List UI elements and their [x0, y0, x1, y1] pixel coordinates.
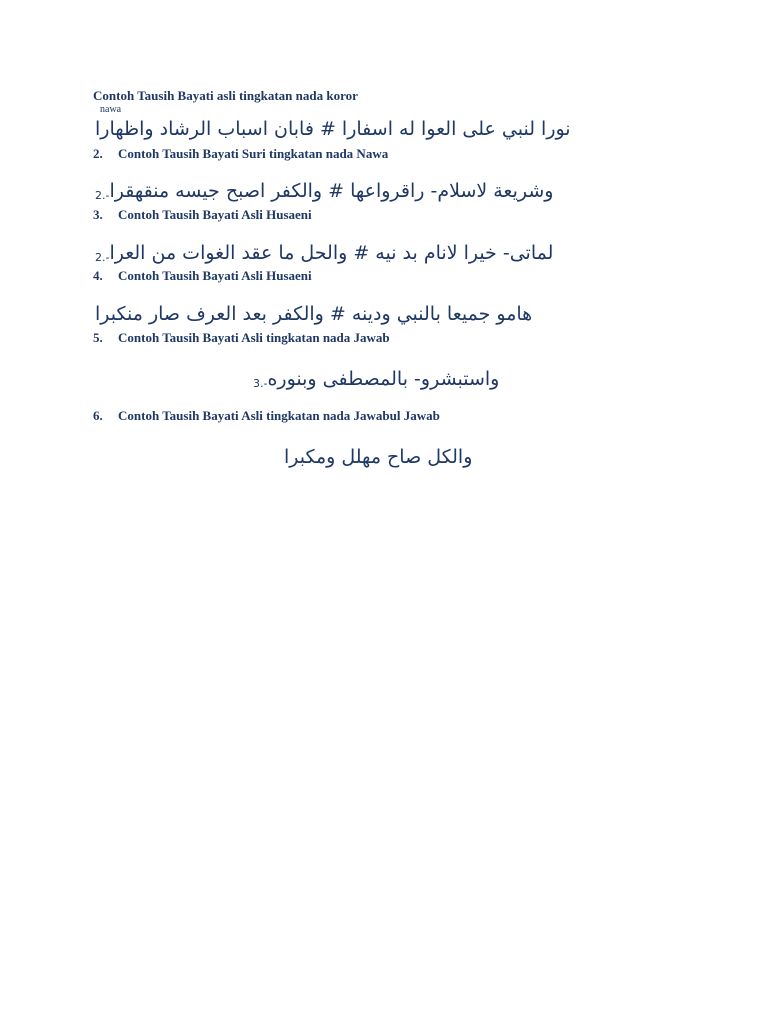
heading-6: [93, 408, 440, 424]
heading-4-text: Contoh Tausih Bayati Asli Husaeni: [118, 268, 312, 283]
arabic-verse-5: [253, 366, 499, 397]
heading-3-number: 3.: [93, 207, 103, 222]
heading-2-text: Contoh Tausih Bayati Suri tingkatan nada Nawa: [118, 146, 389, 161]
arabic-verse-3-text: لماتى- خيرا لانام بد نيه # والحل ما عقد الغوات من العرا: [109, 242, 554, 264]
arabic-verse-5-text: واستبشرو- بالمصطفى وبنوره: [267, 368, 500, 390]
arabic-verse-2: [95, 178, 553, 209]
verse-3-marker: 2.-: [95, 251, 110, 264]
heading-2: [93, 146, 388, 162]
arabic-verse-3: [95, 240, 553, 271]
arabic-verse-1-text: نورا لنبي على العوا له اسفارا # فابان اسباب الرشاد واظهارا: [95, 118, 571, 140]
heading-1-text: Contoh Tausih Bayati asli tingkatan nada koror: [93, 88, 358, 103]
heading-4-number: 4.: [93, 268, 103, 283]
heading-4: [93, 268, 312, 284]
verse-5-marker: 3.-: [253, 377, 268, 390]
heading-6-number: 6.: [93, 408, 103, 423]
heading-1-subnote: nawa: [100, 104, 122, 115]
heading-5: [93, 330, 390, 346]
heading-2-number: 2.: [93, 146, 103, 161]
arabic-verse-2-text: وشريعة لاسلام- راقرواعها # والكفر اصبح جيسه منقهقرا: [109, 180, 554, 202]
heading-5-number: 5.: [93, 330, 103, 345]
heading-3-text: Contoh Tausih Bayati Asli Husaeni: [118, 207, 312, 222]
heading-1: [93, 88, 358, 104]
arabic-verse-6-text: والكل صاح مهلل ومكبرا: [284, 446, 473, 468]
verse-2-marker: 2.-: [95, 189, 110, 202]
heading-3: [93, 207, 312, 223]
heading-5-text: Contoh Tausih Bayati Asli tingkatan nada Jawab: [118, 330, 390, 345]
arabic-verse-1: [95, 116, 585, 142]
heading-6-text: Contoh Tausih Bayati Asli tingkatan nada Jawabul Jawab: [118, 408, 440, 423]
arabic-verse-6: [284, 444, 472, 470]
arabic-verse-4-text: هامو جميعا بالنبي ودينه # والكفر بعد العرف صار منكبرا: [95, 303, 533, 325]
arabic-verse-4: [95, 301, 532, 327]
